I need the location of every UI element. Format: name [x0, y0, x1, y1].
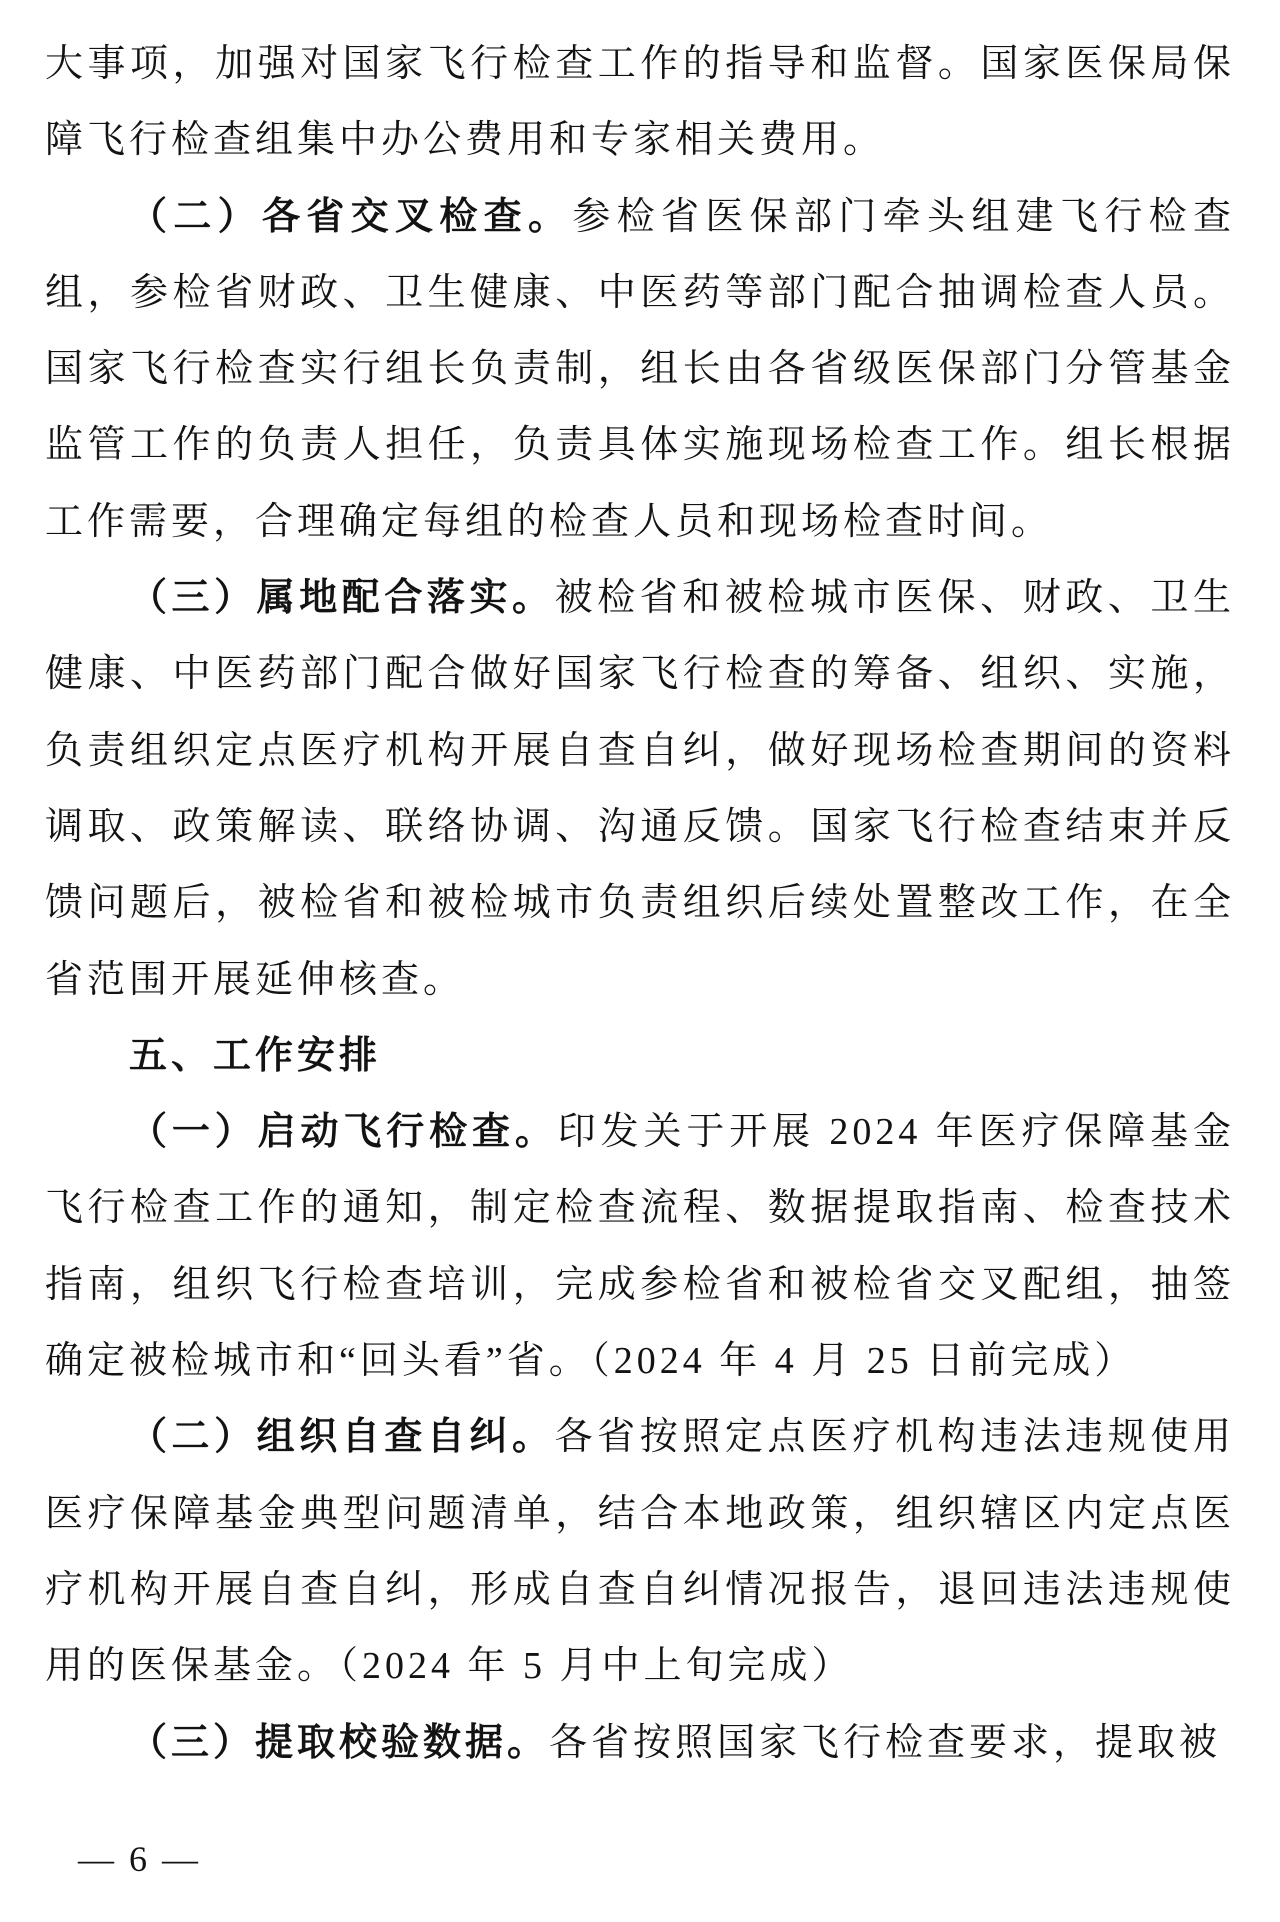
section-heading — [45, 1018, 1235, 1094]
paragraph-lead: （一）启动飞行检查。 — [129, 1111, 558, 1154]
document-body — [45, 26, 1235, 1781]
paragraph-text: 印发关于开展 2024 年医疗保障基金飞行检查工作的通知，制定检查流程、数据提取指南、检查技术指南，组织飞行检查培训，完成参检省和被检省交叉配组，抽签确定被检城市和“回头看”省。（2024 年 4 月 25 日前完成） — [45, 1111, 1235, 1383]
heading-text: 五、工作安排 — [129, 1034, 382, 1077]
paragraph-text: 大事项，加强对国家飞行检查工作的指导和监督。国家医保局保障飞行检查组集中办公费用和专家相关费用。 — [45, 43, 1235, 162]
paragraph-lead: （三）属地配合落实。 — [129, 577, 555, 620]
paragraph — [45, 179, 1235, 560]
paragraph-text: 各省按照国家飞行检查要求，提取被 — [549, 1721, 1222, 1764]
paragraph — [45, 1705, 1235, 1781]
page-number: — 6 — — [78, 1839, 201, 1879]
paragraph-text: 各省按照定点医疗机构违法违规使用医疗保障基金典型问题清单，结合本地政策，组织辖区内定点医疗机构开展自查自纠，形成自查自纠情况报告，退回违法违规使用的医保基金。（2024 年 5 月中上旬完成） — [45, 1416, 1235, 1688]
paragraph-lead: （二）各省交叉检查。 — [129, 195, 573, 238]
paragraph-lead: （二）组织自查自纠。 — [129, 1416, 555, 1459]
paragraph-lead: （三）提取校验数据。 — [129, 1721, 550, 1764]
paragraph-text: 被检省和被检城市医保、财政、卫生健康、中医药部门配合做好国家飞行检查的筹备、组织、实施，负责组织定点医疗机构开展自查自纠，做好现场检查期间的资料调取、政策解读、联络协调、沟通反馈。国家飞行检查结束并反馈问题后，被检省和被检城市负责组织后续处置整改工作，在全省范围开展延伸核查。 — [45, 577, 1235, 1001]
paragraph — [45, 560, 1235, 1018]
paragraph — [45, 1094, 1235, 1399]
paragraph-text: 参检省医保部门牵头组建飞行检查组，参检省财政、卫生健康、中医药等部门配合抽调检查人员。国家飞行检查实行组长负责制，组长由各省级医保部门分管基金监管工作的负责人担任，负责具体实施现场检查工作。组长根据工作需要，合理确定每组的检查人员和现场检查时间。 — [45, 195, 1235, 543]
paragraph — [45, 1399, 1235, 1704]
paragraph — [45, 26, 1235, 179]
